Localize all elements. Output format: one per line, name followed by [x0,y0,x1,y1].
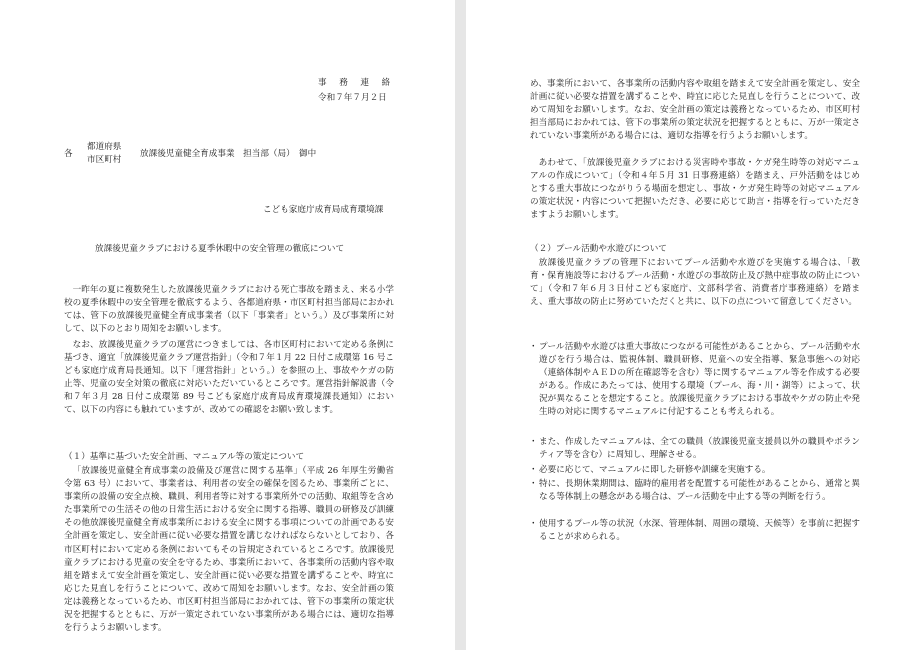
section2-heading: （２）プール活動や水遊びについて [530,244,667,254]
document-title: 放課後児童クラブにおける夏季休暇中の安全管理の徹底について [95,244,345,254]
issue-date: 令和７年７月２日 [318,93,387,103]
addressee-prefecture: 都道府県 [87,142,122,152]
section2-body: 放課後児童クラブの管理下においてプール活動や水遊びを実施する場合は、「教育・保育施設等におけるプール活動・水遊びの事故防止及び熱中症事故の防止について」（令和７年６月３日付こども家庭庁、文部科学省、消費者庁事務連絡）を踏まえ、重大事故の防止に努めていただくと共に、以下の点について留意してください。 [530,258,860,308]
section1-body: 「放課後児童健全育成事業の設備及び運営に関する基準」（平成 26 年厚生労働省令第 63 号）において、事業者は、利用者の安全の確保を図るため、事業所ごとに、事業所の設備の安全点検、職員、利用者等に対する事業所外での活動、取組等を含めた事業所での生活その他の日常生活における安全に関する指導、職員の研修及び訓練その他放課後児童健全育成事業所における安全に関する事項についての計画である安全計画を策定し、安全計画に従い必要な措置を講じなければならないとしており、各市区町村において定める条例においてもその旨規定されているところです。放課後児童クラブにおける児童の安全を守るため、事業所において、各事業所の活動内容や取組を踏まえて安全計画を策定し、安全計画に従い必要な措置を講ずることや、時宜に応じた見直しを行うことについて、改めて周知をお願いします。なお、安全計画の策定は義務となっているため、市区町村担当部局におかれては、管下の事業所の策定状況を把握するとともに、万が一策定されていない事業所がある場合には、適切な指導を行うようお願いします。 [64,466,394,634]
bullet-item: ・ 使用するプール等の状況（水深、管理体制、周囲の環境、天候等）を事前に把握することが求められる。 [530,518,860,544]
document-page-right [466,0,922,650]
bullet-item: ・ プール活動や水遊びは重大事故につながる可能性があることから、プール活動や水遊びを行う場合は、監視体制、職員研修、児童への安全指導、緊急事態への対応（連絡体制やＡＥＤの所在確認等を含む）等に関するマニュアル等を作成する必要がある。作成にあたっては、使用する環境（プール、海・川・湖等）によって、状況が異なることを想定すること。放課後児童クラブにおける事故やケガの防止や発生時の対応に関するマニュアルに付記することも考えられる。 [530,341,860,420]
intro-paragraph-1: 一昨年の夏に複数発生した放課後児童クラブにおける死亡事故を踏まえ、来る小学校の夏季休暇中の安全管理を徹底するよう、各都道府県・市区町村担当部局におかれては、管下の放課後児童健全育成事業者（以下「事業者」という。）及び事業所に対して、以下のとおり周知をお願いします。 [64,285,394,335]
bullet-item: ・ 特に、長期休業期間は、臨時的雇用者を配置する可能性があることから、通常と異なる等体制上の懸念がある場合は、プール活動を中止する等の判断を行う。 [530,478,860,504]
section1-body-continued: め、事業所において、各事業所の活動内容や取組を踏まえて安全計画を策定し、安全計画に従い必要な措置を講ずることや、時宜に応じた見直しを行うことについて、改めて周知をお願いします。なお、安全計画の策定は義務となっているため、市区町村担当部局におかれては、管下の事業所の策定状況を把握するとともに、万が一策定されていない事業所がある場合には、適切な指導を行うようお願いします。 [530,79,860,142]
section1-body2: あわせて、「放課後児童クラブにおける災害時や事故・ケガ発生時等の対応マニュアルの作成について」（令和４年５月 31 日事務連絡）を踏まえ、戸外活動をはじめとする重大事故につながりうる場面を想定し、事故・ケガ発生時等の対応マニュアルの策定状況・内容について把握いただき、必要に応じて助言・指導を行っていただきますようお願いします。 [530,158,860,221]
document-type: 事 務 連 絡 [318,78,393,88]
addressee-municipality: 市区町村 [87,155,122,165]
addressee-department: 放課後児童健全育成事業 担当部（局） 御中 [140,149,317,159]
sender-department: こども家庭庁成育局成育環境課 [263,205,384,215]
addressee-prefix: 各 [64,149,73,159]
section1-heading: （１）基準に基づいた安全計画、マニュアル等の策定について [64,452,305,462]
bullet-item: ・ 必要に応じて、マニュアルに即した研修や訓練を実施する。 [530,464,860,477]
intro-paragraph-2: なお、放課後児童クラブの運営につきましては、各市区町村において定める条例に基づき、適宜「放課後児童クラブ運営指針」（令和７年１月 22 日付こ成環第 16 号こども家庭庁成育局長通知。以下「運営指針」という。）を参照の上、事故やケガの防止等、児童の安全対策の徹底に対応いただいているところです。運営指針解説書（令和７年３月 28 日付こ成環第 89 号こども家庭庁成育局成育環境課長通知）において、以下の内容にも触れていますが、改めての確認をお願い致します。 [64,340,394,416]
document-page-left [0,0,455,650]
bullet-item: ・ また、作成したマニュアルは、全ての職員（放課後児童支援員以外の職員やボランティア等を含む）に周知し、理解させる。 [530,436,860,462]
